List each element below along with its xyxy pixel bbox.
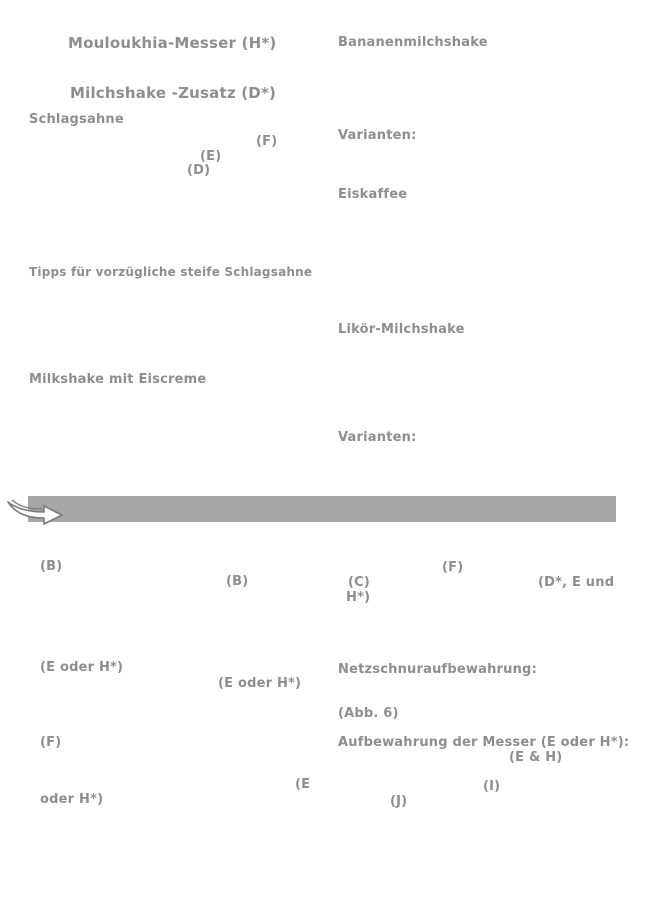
ref-f-bottom: (F) [40,735,62,750]
ref-b-2: (B) [226,574,249,589]
ref-e-open: (E [295,777,311,792]
ref-f-right: (F) [442,560,464,575]
section-band [28,496,616,522]
schlagsahne-heading: Schlagsahne [29,112,124,127]
milkshake-eiscreme-heading: Milkshake mit Eiscreme [29,372,207,387]
ref-j: (J) [390,794,408,809]
varianten-heading-1: Varianten: [338,128,417,143]
milchshake-zusatz-heading: Milchshake -Zusatz (D*) [70,84,277,102]
aufbewahrung-heading: Aufbewahrung der Messer (E oder H*): [338,735,630,750]
ref-f: (F) [256,134,278,149]
abb-6-ref: (Abb. 6) [338,706,399,721]
curved-arrow-icon [6,494,64,526]
ref-e: (E) [200,149,222,164]
ref-oder-h: oder H*) [40,792,104,807]
ref-d: (D) [187,163,211,178]
ref-i: (I) [483,779,501,794]
bananenmilchshake-heading: Bananenmilchshake [338,35,488,50]
ref-e-oder-h-2: (E oder H*) [218,676,302,691]
eiskaffee-heading: Eiskaffee [338,187,408,202]
ref-c: (C) [348,575,371,590]
mouloukhia-heading: Mouloukhia-Messer (H*) [68,34,277,52]
netzschnur-heading: Netzschnuraufbewahrung: [338,662,537,677]
ref-e-h: (E & H) [509,750,563,765]
likoer-milchshake-heading: Likör-Milchshake [338,322,465,337]
ref-h-close: H*) [346,590,371,605]
tipps-heading: Tipps für vorzügliche steife Schlagsahne [29,265,313,279]
ref-d-e-und: (D*, E und [538,575,615,590]
ref-e-oder-h-1: (E oder H*) [40,660,124,675]
varianten-heading-2: Varianten: [338,430,417,445]
ref-b-1: (B) [40,559,63,574]
